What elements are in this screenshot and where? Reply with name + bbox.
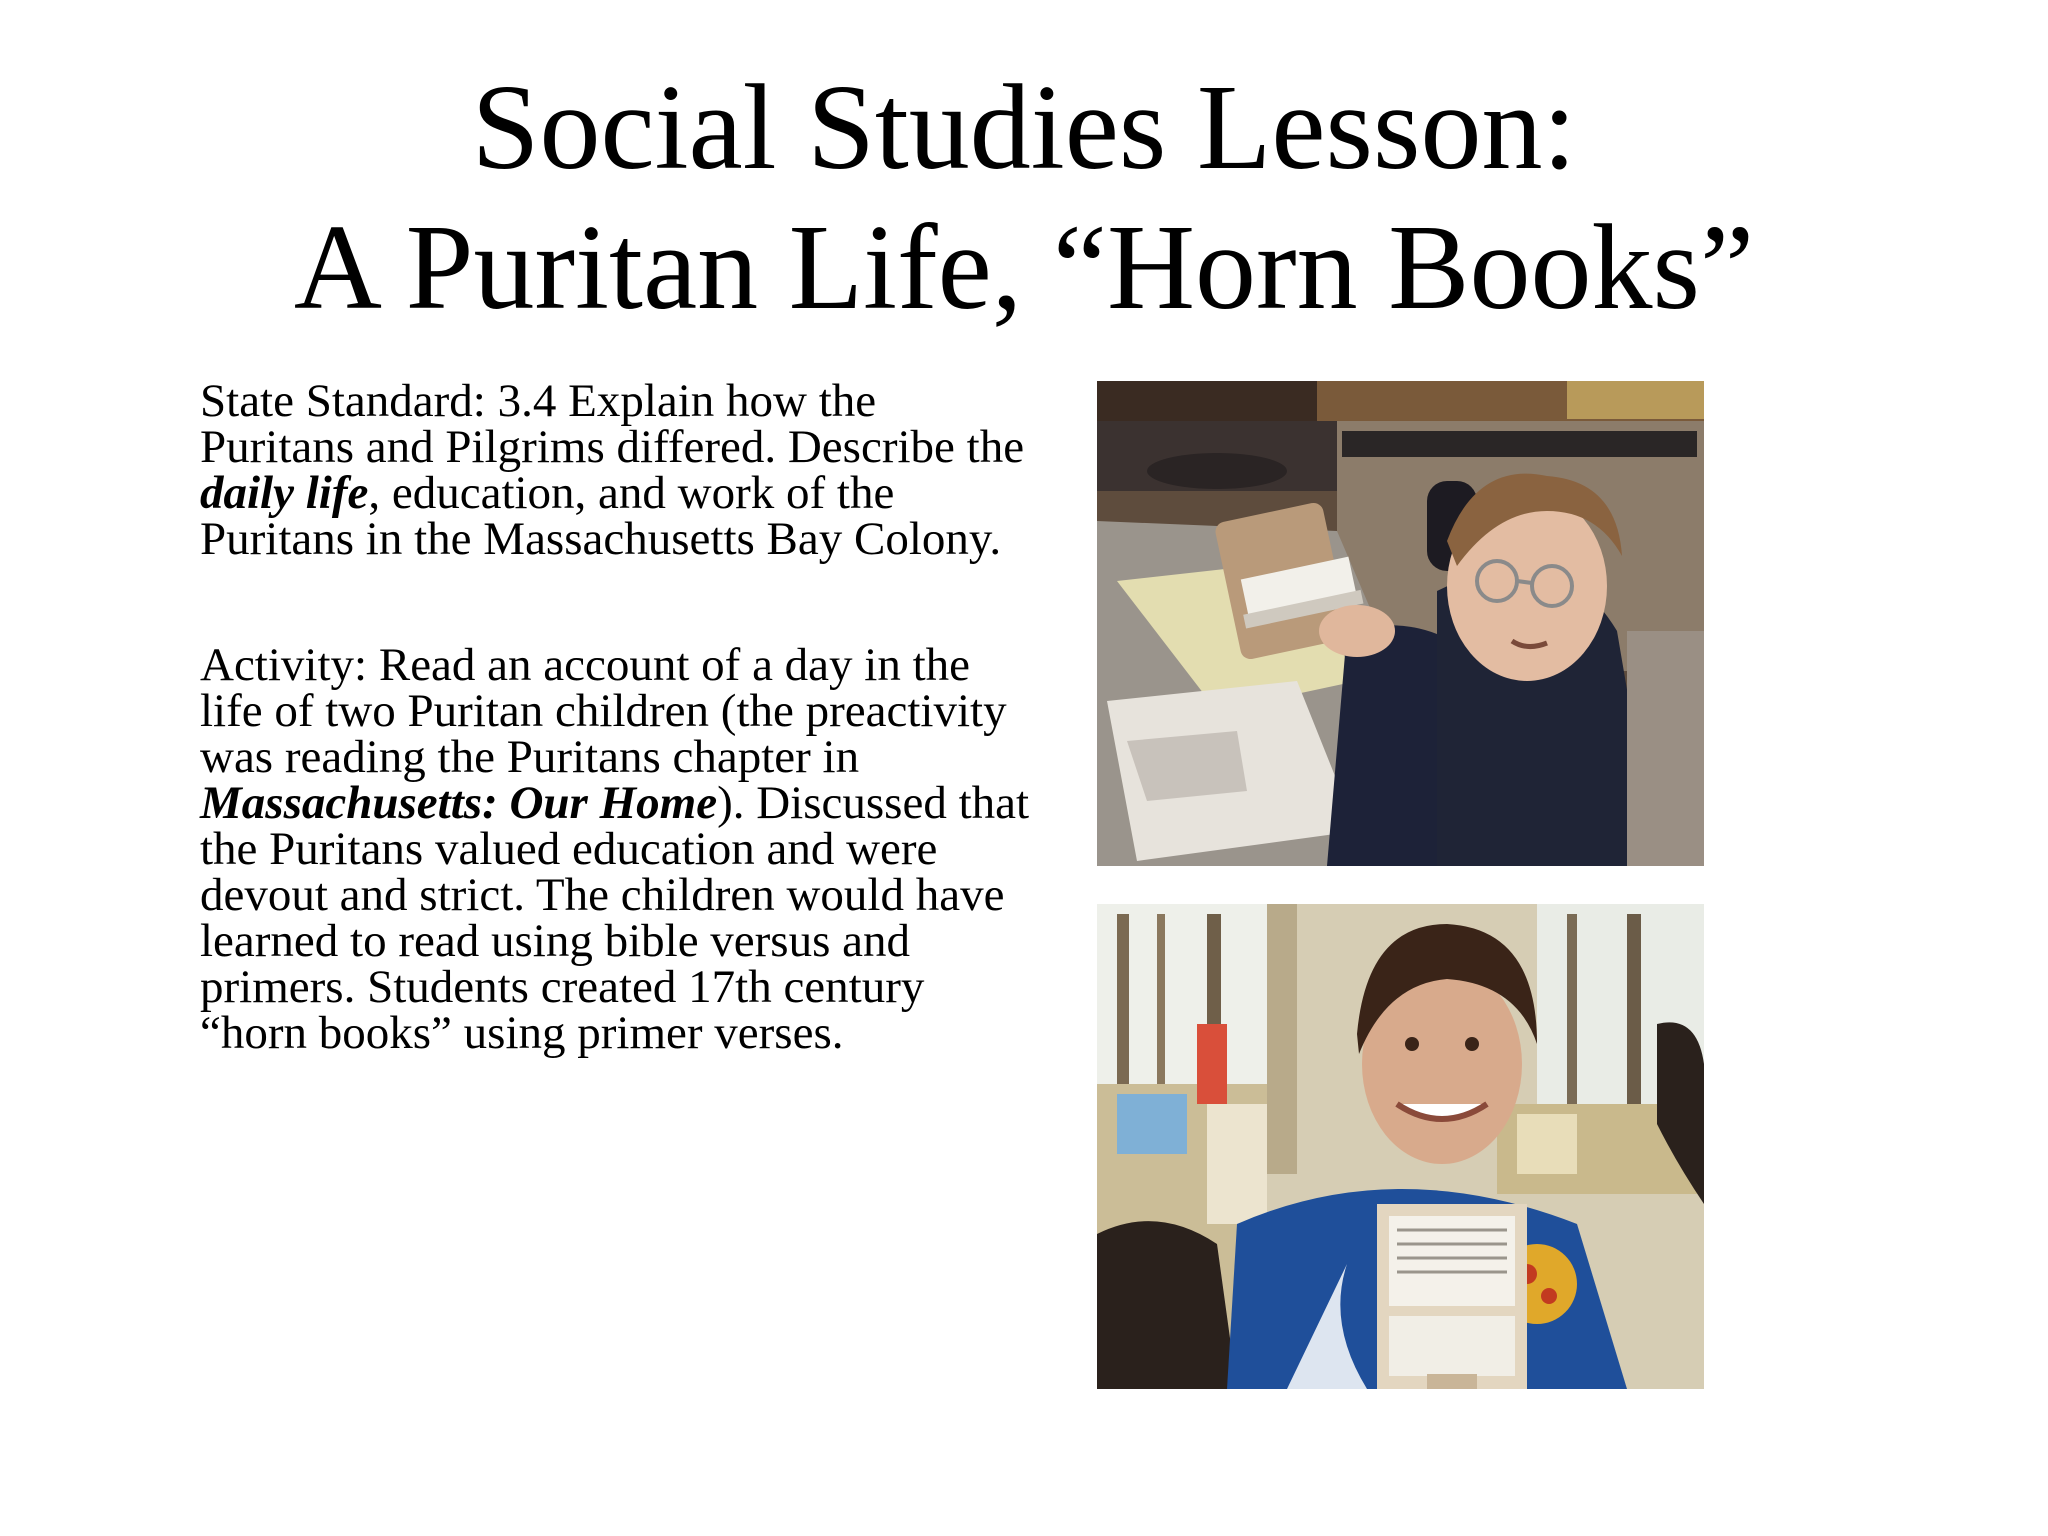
state-standard-text-end: , education, and work of the Puritans in the Massachusetts Bay Colony. bbox=[200, 467, 1002, 565]
activity-text-start: Activity: Read an account of a day in the life of two Puritan children (the preactivity was reading the Puritans chapter in bbox=[200, 639, 1007, 783]
slide-title-line-2: A Puritan Life, “Horn Books” bbox=[293, 200, 1755, 335]
activity-paragraph bbox=[200, 639, 1030, 1059]
photo-student-blue-shirt-image bbox=[1097, 904, 1704, 1389]
slide-title bbox=[0, 58, 2048, 338]
photo-student-glasses-image bbox=[1097, 381, 1704, 866]
state-standard-paragraph bbox=[200, 375, 1030, 565]
slide-title-line-1: Social Studies Lesson: bbox=[471, 60, 1577, 195]
photo-student-glasses bbox=[1097, 381, 1704, 866]
photo-student-blue-shirt bbox=[1097, 904, 1704, 1389]
activity-book-title: Massachusetts: Our Home bbox=[200, 777, 718, 829]
activity-text-end: ). Discussed that the Puritans valued education and were devout and strict. The children would have learned to read using bible versus and primers. Students created 17th century “horn books” using primer verses. bbox=[200, 777, 1030, 1059]
slide-body bbox=[200, 375, 1030, 1059]
state-standard-text-start: State Standard: 3.4 Explain how the Puritans and Pilgrims differed. Describe the bbox=[200, 375, 1025, 473]
state-standard-emphasis: daily life bbox=[200, 467, 369, 519]
